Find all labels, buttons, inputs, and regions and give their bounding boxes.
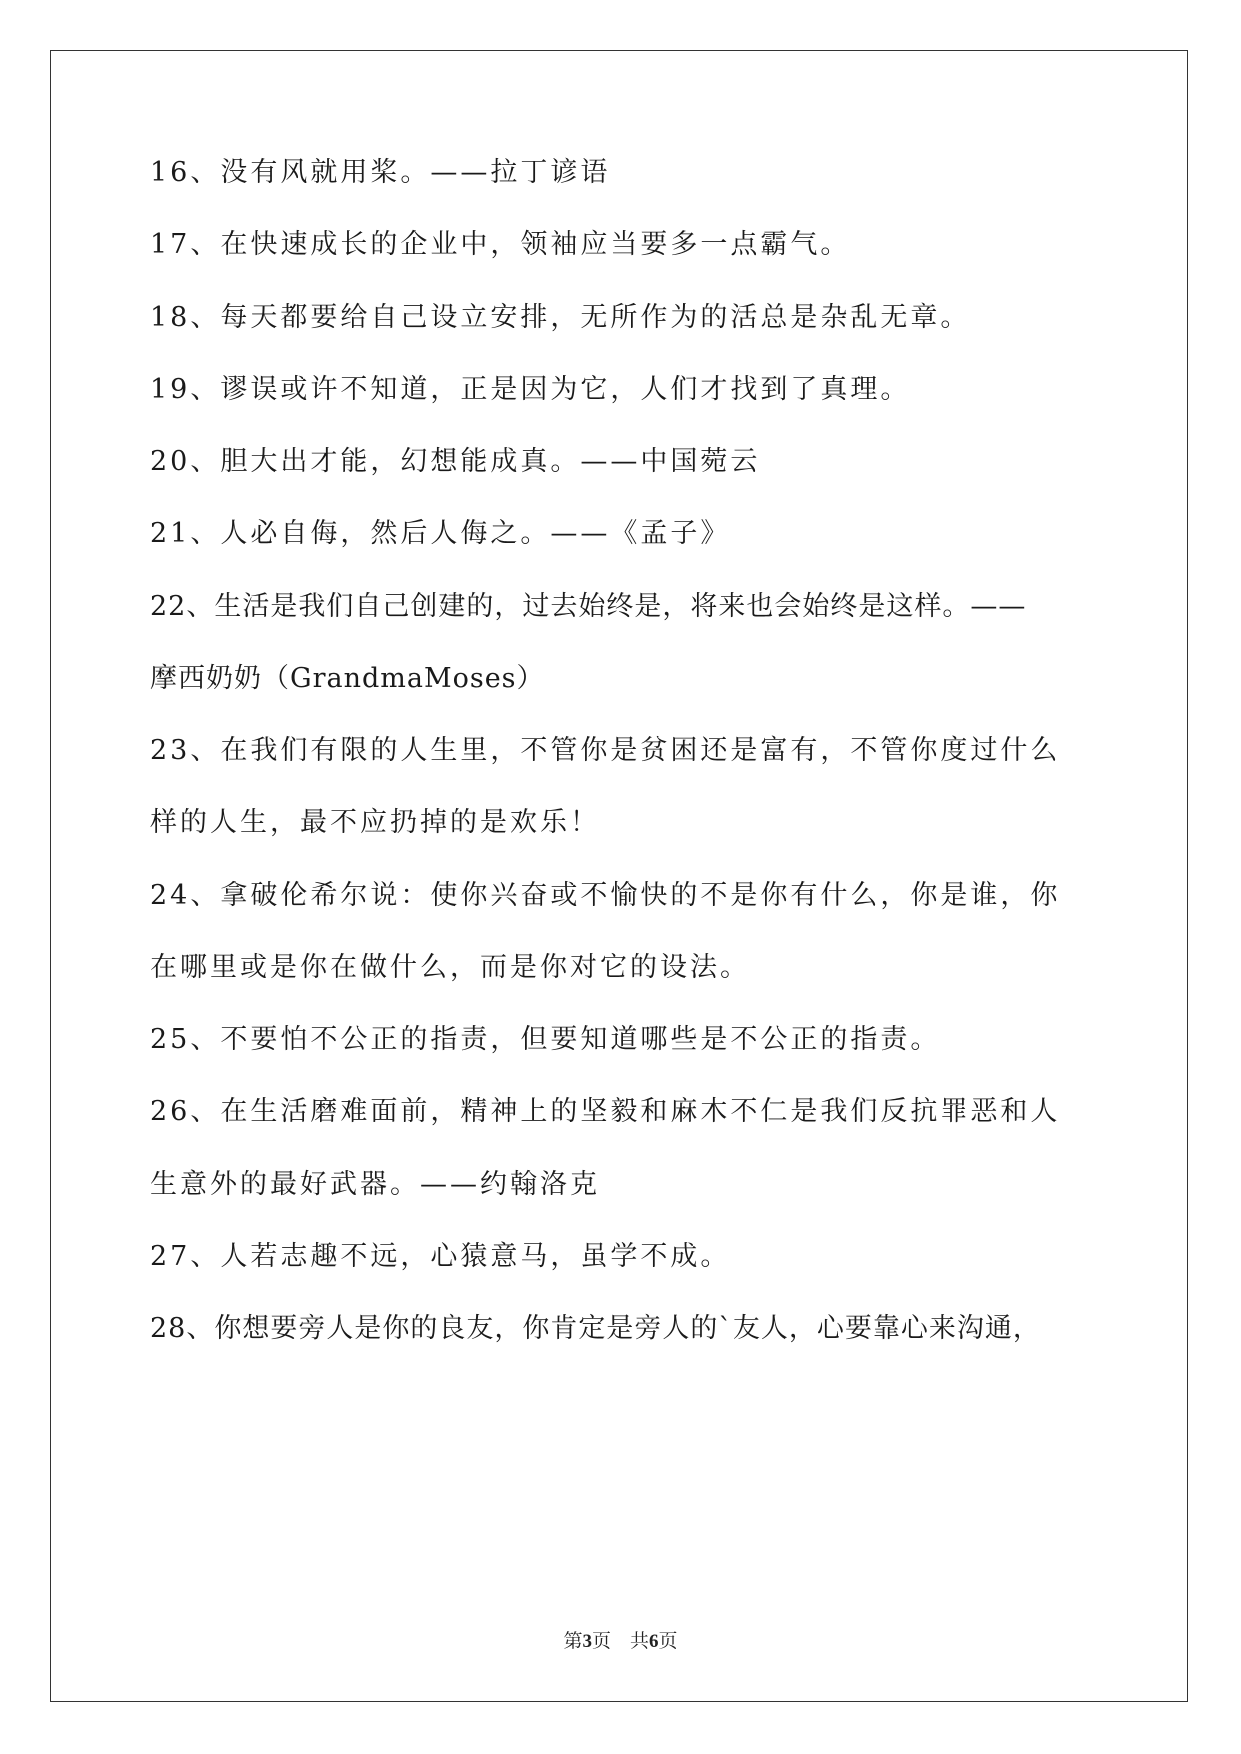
text-line: 27、人若志趣不远，心猿意马，虽学不成。 (150, 1241, 731, 1272)
footer-prefix: 第 (563, 1631, 583, 1652)
text-line: 28、你想要旁人是你的良友，你肯定是旁人的`友人，心要靠心来沟通， (150, 1313, 1041, 1344)
footer-mid: 页 共 (591, 1631, 649, 1652)
text-line: 生意外的最好武器。——约翰洛克 (150, 1169, 600, 1200)
text-line: 25、不要怕不公正的指责，但要知道哪些是不公正的指责。 (150, 1024, 941, 1055)
total-pages-number: 6 (649, 1631, 659, 1652)
text-line: 18、每天都要给自己设立安排，无所作为的活总是杂乱无章。 (150, 302, 971, 333)
current-page-number: 3 (582, 1631, 592, 1652)
text-line: 在哪里或是你在做什么，而是你对它的设法。 (150, 952, 750, 983)
page-number-footer (0, 1626, 1241, 1653)
text-line: 16、没有风就用桨。——拉丁谚语 (150, 157, 611, 188)
page-frame (50, 50, 1188, 1702)
text-line: 26、在生活磨难面前，精神上的坚毅和麻木不仁是我们反抗罪恶和人 (150, 1096, 1061, 1127)
text-line: 样的人生，最不应扔掉的是欢乐！ (150, 807, 600, 838)
footer-suffix: 页 (658, 1631, 678, 1652)
text-line: 21、人必自侮，然后人侮之。——《孟子》 (150, 518, 731, 549)
text-line: 17、在快速成长的企业中，领袖应当要多一点霸气。 (150, 229, 851, 260)
text-line: 24、拿破伦希尔说：使你兴奋或不愉快的不是你有什么，你是谁，你 (150, 880, 1061, 911)
text-line: 22、生活是我们自己创建的，过去始终是，将来也会始终是这样。—— (150, 591, 1027, 622)
text-line: 19、谬误或许不知道，正是因为它，人们才找到了真理。 (150, 374, 911, 405)
text-line: 摩西奶奶（GrandmaMoses） (150, 663, 545, 694)
text-line: 20、胆大出才能，幻想能成真。——中国菀云 (150, 446, 761, 477)
text-line: 23、在我们有限的人生里，不管你是贫困还是富有，不管你度过什么 (150, 735, 1061, 766)
